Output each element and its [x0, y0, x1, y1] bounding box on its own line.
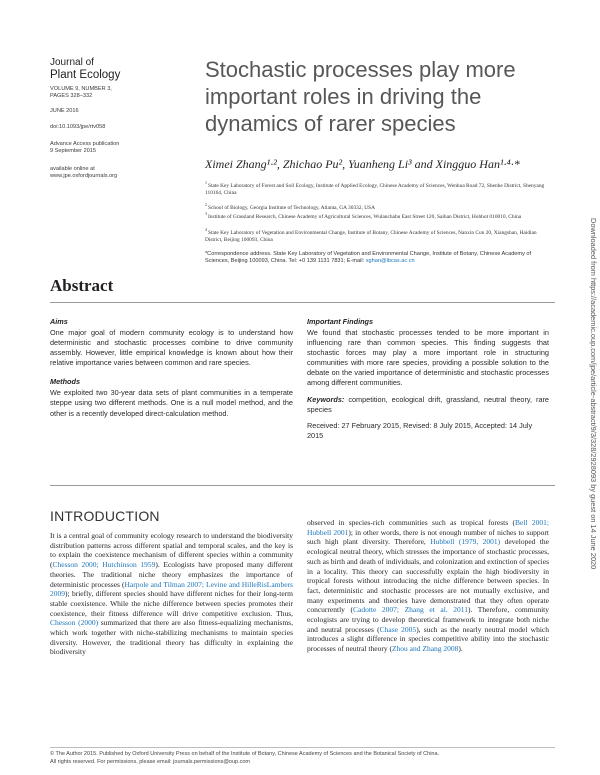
correspondence-email[interactable]: xghan@ibcas.ac.cn: [365, 258, 415, 265]
affiliation-text: Institute of Grassland Research, Chinese Academy of Agricultural Sciences, Wulanchabu East Street 120, Saihan District, Hohhot 010010, China: [208, 213, 522, 220]
paragraph-text: ); briefly, different species should have different niches for their long-term stable coexistence. While the niche difference between species promotes their coexistence, their fitness difference will drive competitive exclusion. Thus,: [50, 589, 293, 618]
keywords: [307, 395, 549, 415]
paragraph-text: ). Ecologists have proposed many different theories. The traditional niche theory emphasizes the importance of deterministic processes (: [50, 560, 293, 589]
affiliation-4: [205, 227, 550, 244]
advance-access-label: Advance Access publication: [50, 141, 120, 147]
citation-link[interactable]: Chesson (2000): [50, 618, 99, 628]
copyright-line: © The Author 2015. Published by Oxford University Press on behalf of the Institute of Botany, Chinese Academy of Sciences and the Botanical Society of China.: [50, 751, 440, 757]
article-title: Stochastic processes play more important roles in driving the dynamics of rarer species: [205, 57, 516, 136]
advance-access-info: [50, 141, 119, 155]
citation-link[interactable]: Harpole and Tilman 2007; Levine and HilleRisLambers 2009: [50, 579, 293, 599]
paragraph-text: ); in other words, there is not enough number of niches to support such high plant diversity. Therefore,: [307, 527, 549, 547]
affiliation-text: State Key Laboratory of Forest and Soil Ecology, Institute of Applied Ecology, Chinese Academy of Sciences, Wenhua Road 72, Shenhe District, Shenyang 110164, China: [205, 182, 545, 196]
findings-text: We found that stochastic processes tended to be more important in influencing rare than common species. This finding suggests that stochastic forces may play a more important role in structuring communities with more rare species, providing a possible solution to the debate on the varied importance of deterministic and stochastic processes among different communities.: [307, 328, 549, 388]
availability-label: available online at: [50, 166, 95, 172]
abstract-right-column: [307, 317, 549, 441]
findings-label: Important Findings: [307, 317, 374, 326]
citation-link[interactable]: Chase 2005: [379, 624, 417, 634]
journal-name-line2: Plant Ecology: [50, 69, 121, 81]
correspondence: [205, 251, 550, 265]
affiliation-number: 1: [205, 180, 207, 185]
abstract-heading: Abstract: [50, 276, 114, 295]
download-note: Downloaded from https://academic.oup.com/jpe/article-abstract/9/3/328/2928093 by guest on 14 June 2020: [589, 218, 598, 570]
availability-info: [50, 166, 117, 180]
intro-left-paragraph: [50, 531, 293, 657]
paragraph-text: observed in species-rich communities such as tropical forests (: [307, 518, 516, 527]
paragraph-text: summarized that there are also fitness-equalizing mechanisms, which work together with niche-stabilizing mechanisms to maintain species diversity. However, the traditional theory has difficulty in explaining the biodiversity: [50, 618, 293, 657]
affiliation-1: [205, 180, 550, 197]
affiliation-number: 4: [205, 227, 207, 232]
affiliation-number: 3: [205, 211, 207, 216]
abstract-bottom-divider: [50, 485, 555, 486]
methods-label: Methods: [50, 377, 80, 387]
journal-volume-info: [50, 86, 112, 100]
methods-text: We exploited two 30-year data sets of plant communities in a temperate steppe using two different methods. One is a null model method, and the other is a recently developed direct-calculation method.: [50, 388, 293, 418]
journal-name-line1: Journal of: [50, 57, 94, 68]
aims-text: One major goal of modern community ecology is to understand how deterministic and stochastic processes combine to drive community assembly. However, little empirical knowledge is known about how their relative importance varies between common and rare species.: [50, 328, 293, 368]
correspondence-text: *Correspondence address. State Key Laboratory of Vegetation and Environmental Change, Institute of Botany, Chinese Academy of Sciences, Beijing 100093, China. Tel: +0 139 1131 7831; E-mail:: [205, 251, 532, 265]
journal-url[interactable]: www.jpe.oxfordjournals.org: [50, 173, 118, 180]
journal-doi: doi:10.1093/jpe/rtv058: [50, 124, 106, 130]
affiliation-text: State Key Laboratory of Vegetation and Environmental Change, Institute of Botany, Chinese Academy of Sciences, Nanxin Cun 20, Xiangshan, Haidian District, Beijing 100093, China: [205, 229, 537, 243]
paragraph-text: ). Therefore, community ecologists are trying to develop theoretical framework to integrate both niche and neutral processes (: [307, 605, 549, 634]
received-dates: Received: 27 February 2015, Revised: 8 July 2015, Accepted: 14 July 2015: [307, 420, 533, 440]
advance-access-date: 9 September 2015: [50, 148, 97, 155]
rights-line: All rights reserved. For permissions, please email: journals.permissions@oup.com: [50, 759, 250, 765]
journal-date: JUNE 2016: [50, 108, 79, 114]
keywords-text: competition, ecological drift, grassland, neutral theory, rare species: [307, 394, 549, 414]
paragraph-text: ), such as the nearly neutral model which introduces a slight difference in species competitive ability into the stochastic processes of neutral theory (: [307, 624, 550, 654]
journal-volume: VOLUME 9, NUMBER 3,: [50, 86, 112, 92]
author-list: Ximei Zhang¹·², Zhichao Pu², Yuanheng Li³ and Xingguo Han¹·⁴·*: [205, 157, 520, 171]
citation-link[interactable]: Bell 2001; Hubbell 2001: [307, 518, 549, 537]
abstract-left-column: [50, 317, 293, 419]
citation-link[interactable]: Zhou and Zhang 2008: [391, 644, 459, 654]
citation-link[interactable]: Hubbell (1979, 2001): [430, 537, 501, 547]
affiliation-number: 2: [205, 202, 207, 207]
paragraph-text: It is a central goal of community ecology research to understand the biodiversity distribution patterns across different spatial and temporal scales, and the key is to explain the coexistence mechanism of different species within a community (: [50, 531, 293, 570]
citation-link[interactable]: Cadotte 2007; Zhang et al. 2011: [353, 605, 468, 615]
affiliation-3: [205, 211, 550, 221]
journal-name: [50, 57, 120, 81]
keywords-label: Keywords:: [307, 394, 345, 404]
abstract-top-divider: [50, 302, 555, 303]
aims-label: Aims: [50, 317, 68, 326]
paragraph-text: ).: [458, 644, 463, 654]
download-sidebar: [590, 218, 598, 718]
journal-pages: PAGES 328–332: [50, 93, 93, 100]
affiliation-text: School of Biology, Georgia Institute of Technology, Atlanta, GA 30332, USA: [208, 204, 376, 211]
intro-right-paragraph: [307, 518, 549, 654]
intro-heading: INTRODUCTION: [50, 508, 160, 524]
footer-divider: [50, 747, 555, 748]
citation-link[interactable]: Chesson 2000; Hutchinson 1959: [52, 560, 156, 570]
paragraph-text: developed the ecological neutral theory, which stresses the importance of stochastic processes, such as birth and death of individuals, and colonization and extinction of species in a locality. This theory can successfully explain the high biodiversity in tropical forests without introducing the niche difference between species. In fact, deterministic and stochastic processes are not mutually exclusive, and many experiments and theories have demonstrated that they often operate concurrently (: [307, 537, 550, 615]
